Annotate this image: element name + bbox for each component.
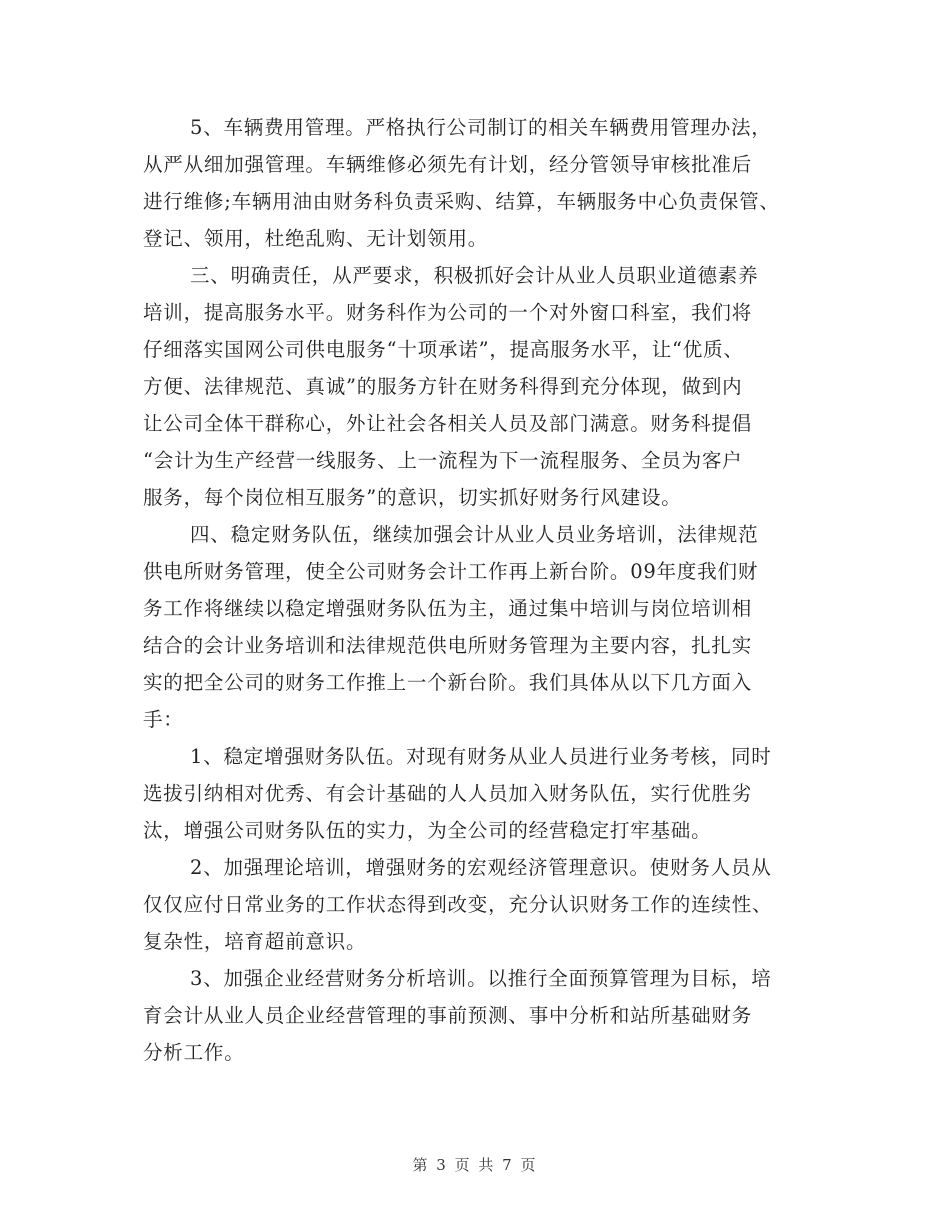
- text-line: 育会计从业人员企业经营管理的事前预测、事中分析和站所基础财务: [143, 1004, 753, 1027]
- text-line: 务工作将继续以稳定增强财务队伍为主，通过集中培训与岗位培训相: [143, 597, 753, 620]
- text-line: 仅仅应付日常业务的工作状态得到改变，充分认识财务工作的连续性、: [143, 893, 773, 916]
- text-line: 方便、法律规范、真诚”的服务方针在财务科得到充分体现，做到内: [143, 375, 743, 398]
- text-line: 从严从细加强管理。车辆维修必须先有计划，经分管领导审核批准后: [143, 153, 753, 176]
- text-line: 培训，提高服务水平。财务科作为公司的一个对外窗口科室，我们将: [143, 301, 753, 324]
- text-line: “会计为生产经营一线服务、上一流程为下一流程服务、全员为客户: [143, 449, 743, 472]
- text-line: 进行维修;车辆用油由财务科负责采购、结算，车辆服务中心负责保管、: [143, 190, 780, 213]
- text-line: 3、加强企业经营财务分析培训。以推行全面预算管理为目标，培: [190, 967, 772, 990]
- text-line: 仔细落实国网公司供电服务“十项承诺”，提高服务水平，让“优质、: [143, 338, 744, 361]
- text-line: 分析工作。: [143, 1041, 245, 1064]
- text-line: 服务，每个岗位相互服务”的意识，切实抓好财务行风建设。: [143, 486, 682, 509]
- text-line: 1、稳定增强财务队伍。对现有财务从业人员进行业务考核，同时: [190, 745, 772, 768]
- text-line: 供电所财务管理，使全公司财务会计工作再上新台阶。09年度我们财: [143, 560, 759, 583]
- text-line: 登记、领用，杜绝乱购、无计划领用。: [143, 227, 489, 250]
- text-line: 四、稳定财务队伍，继续加强会计从业人员业务培训，法律规范: [190, 523, 759, 546]
- text-line: 让公司全体干群称心，外让社会各相关人员及部门满意。财务科提倡: [143, 412, 753, 435]
- text-line: 复杂性，培育超前意识。: [143, 930, 367, 953]
- text-line: 选拔引纳相对优秀、有会计基础的人人员加入财务队伍，实行优胜劣: [143, 782, 753, 805]
- text-line: 结合的会计业务培训和法律规范供电所财务管理为主要内容，扎扎实: [143, 634, 753, 657]
- text-line: 手：: [143, 708, 184, 731]
- text-line: 汰，增强公司财务队伍的实力，为全公司的经营稳定打牢基础。: [143, 819, 712, 842]
- text-line: 2、加强理论培训，增强财务的宏观经济管理意识。使财务人员从: [190, 856, 772, 879]
- text-line: 实的把全公司的财务工作推上一个新台阶。我们具体从以下几方面入: [143, 671, 753, 694]
- text-line: 5、车辆费用管理。严格执行公司制订的相关车辆费用管理办法，: [190, 116, 772, 139]
- text-line: 三、明确责任，从严要求，积极抓好会计从业人员职业道德素养: [190, 264, 759, 287]
- page-number-footer: 第 3 页 共 7 页: [412, 1156, 538, 1174]
